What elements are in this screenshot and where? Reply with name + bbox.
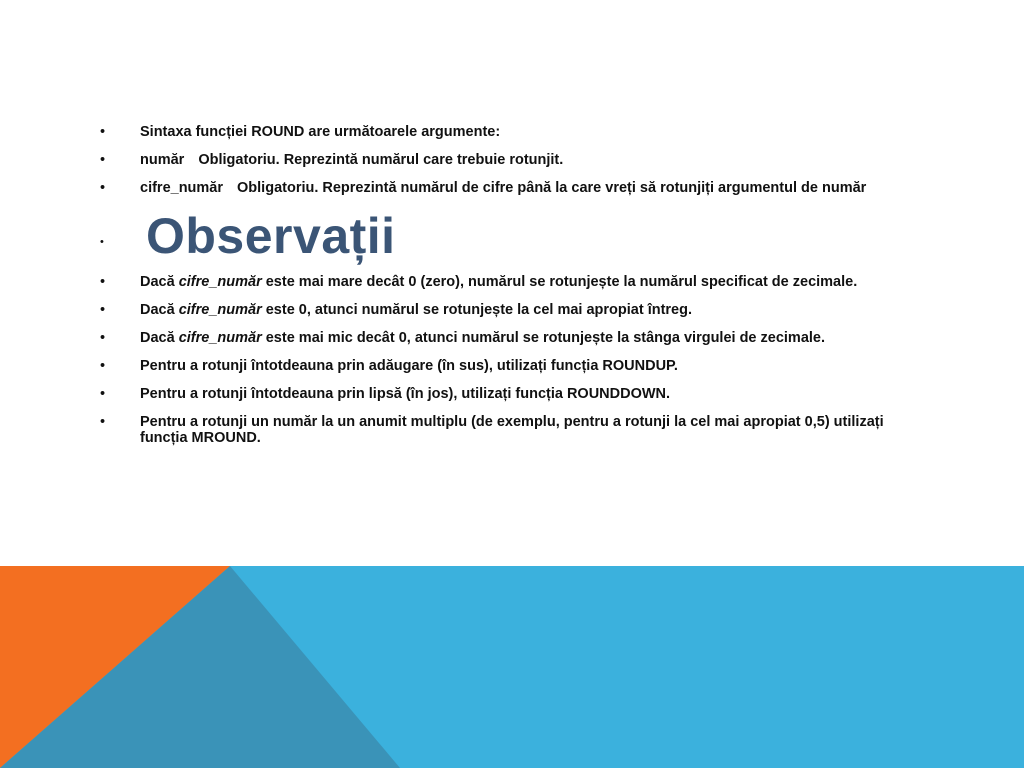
heading-row <box>100 208 930 270</box>
bullet-dot: • <box>100 152 106 168</box>
bullet-syntax <box>100 124 930 140</box>
note-suffix: este 0, atunci numărul se rotunjește la cel mai apropiat întreg. <box>261 302 693 318</box>
note-item <box>100 358 930 374</box>
note-prefix: Dacă <box>140 274 179 290</box>
bullet-dot: • <box>100 236 104 248</box>
section-heading: Observații <box>146 208 396 264</box>
note-text: Pentru a rotunji întotdeauna prin lipsă (în jos), utilizați funcția ROUNDDOWN. <box>140 386 671 402</box>
bullet-dot: • <box>100 274 106 290</box>
note-suffix: este mai mic decât 0, atunci numărul se rotunjește la stânga virgulei de zecimale. <box>261 330 826 346</box>
bullet-dot: • <box>100 386 106 402</box>
note-prefix: Dacă <box>140 330 179 346</box>
bullet-dot: • <box>100 124 106 140</box>
bullet-dot: • <box>100 414 106 430</box>
note-text: Pentru a rotunji un număr la un anumit multiplu (de exemplu, pentru a rotunji la cel mai apropiat 0,5) utilizați funcția MROUND. <box>140 414 884 446</box>
note-emphasis: cifre_număr <box>178 330 262 346</box>
note-item <box>100 414 930 446</box>
argument-term: cifre_număr <box>140 180 224 196</box>
note-prefix: Dacă <box>140 302 179 318</box>
note-text: Pentru a rotunji întotdeauna prin adăugare (în sus), utilizați funcția ROUNDUP. <box>140 358 678 374</box>
bullet-text: Sintaxa funcției ROUND are următoarele argumente: <box>140 124 501 140</box>
bullet-dot: • <box>100 180 106 196</box>
argument-description: Obligatoriu. Reprezintă numărul de cifre până la care vreți să rotunjiți argumentul de număr <box>237 180 867 196</box>
note-item <box>100 330 930 346</box>
note-emphasis: cifre_număr <box>178 274 262 290</box>
argument-term: număr <box>140 152 185 168</box>
bullet-dot: • <box>100 358 106 374</box>
note-item <box>100 386 930 402</box>
note-item <box>100 302 930 318</box>
decorative-footer-shapes <box>0 566 1024 768</box>
bullet-dot: • <box>100 302 106 318</box>
note-suffix: este mai mare decât 0 (zero), numărul se rotunjește la numărul specificat de zecimale. <box>261 274 858 290</box>
note-emphasis: cifre_număr <box>178 302 262 318</box>
bullet-dot: • <box>100 330 106 346</box>
bullet-list <box>100 124 930 458</box>
bullet-argument-numar <box>100 152 930 168</box>
bullet-argument-cifre-numar <box>100 180 930 196</box>
argument-description: Obligatoriu. Reprezintă numărul care trebuie rotunjit. <box>198 152 564 168</box>
note-item <box>100 274 930 290</box>
